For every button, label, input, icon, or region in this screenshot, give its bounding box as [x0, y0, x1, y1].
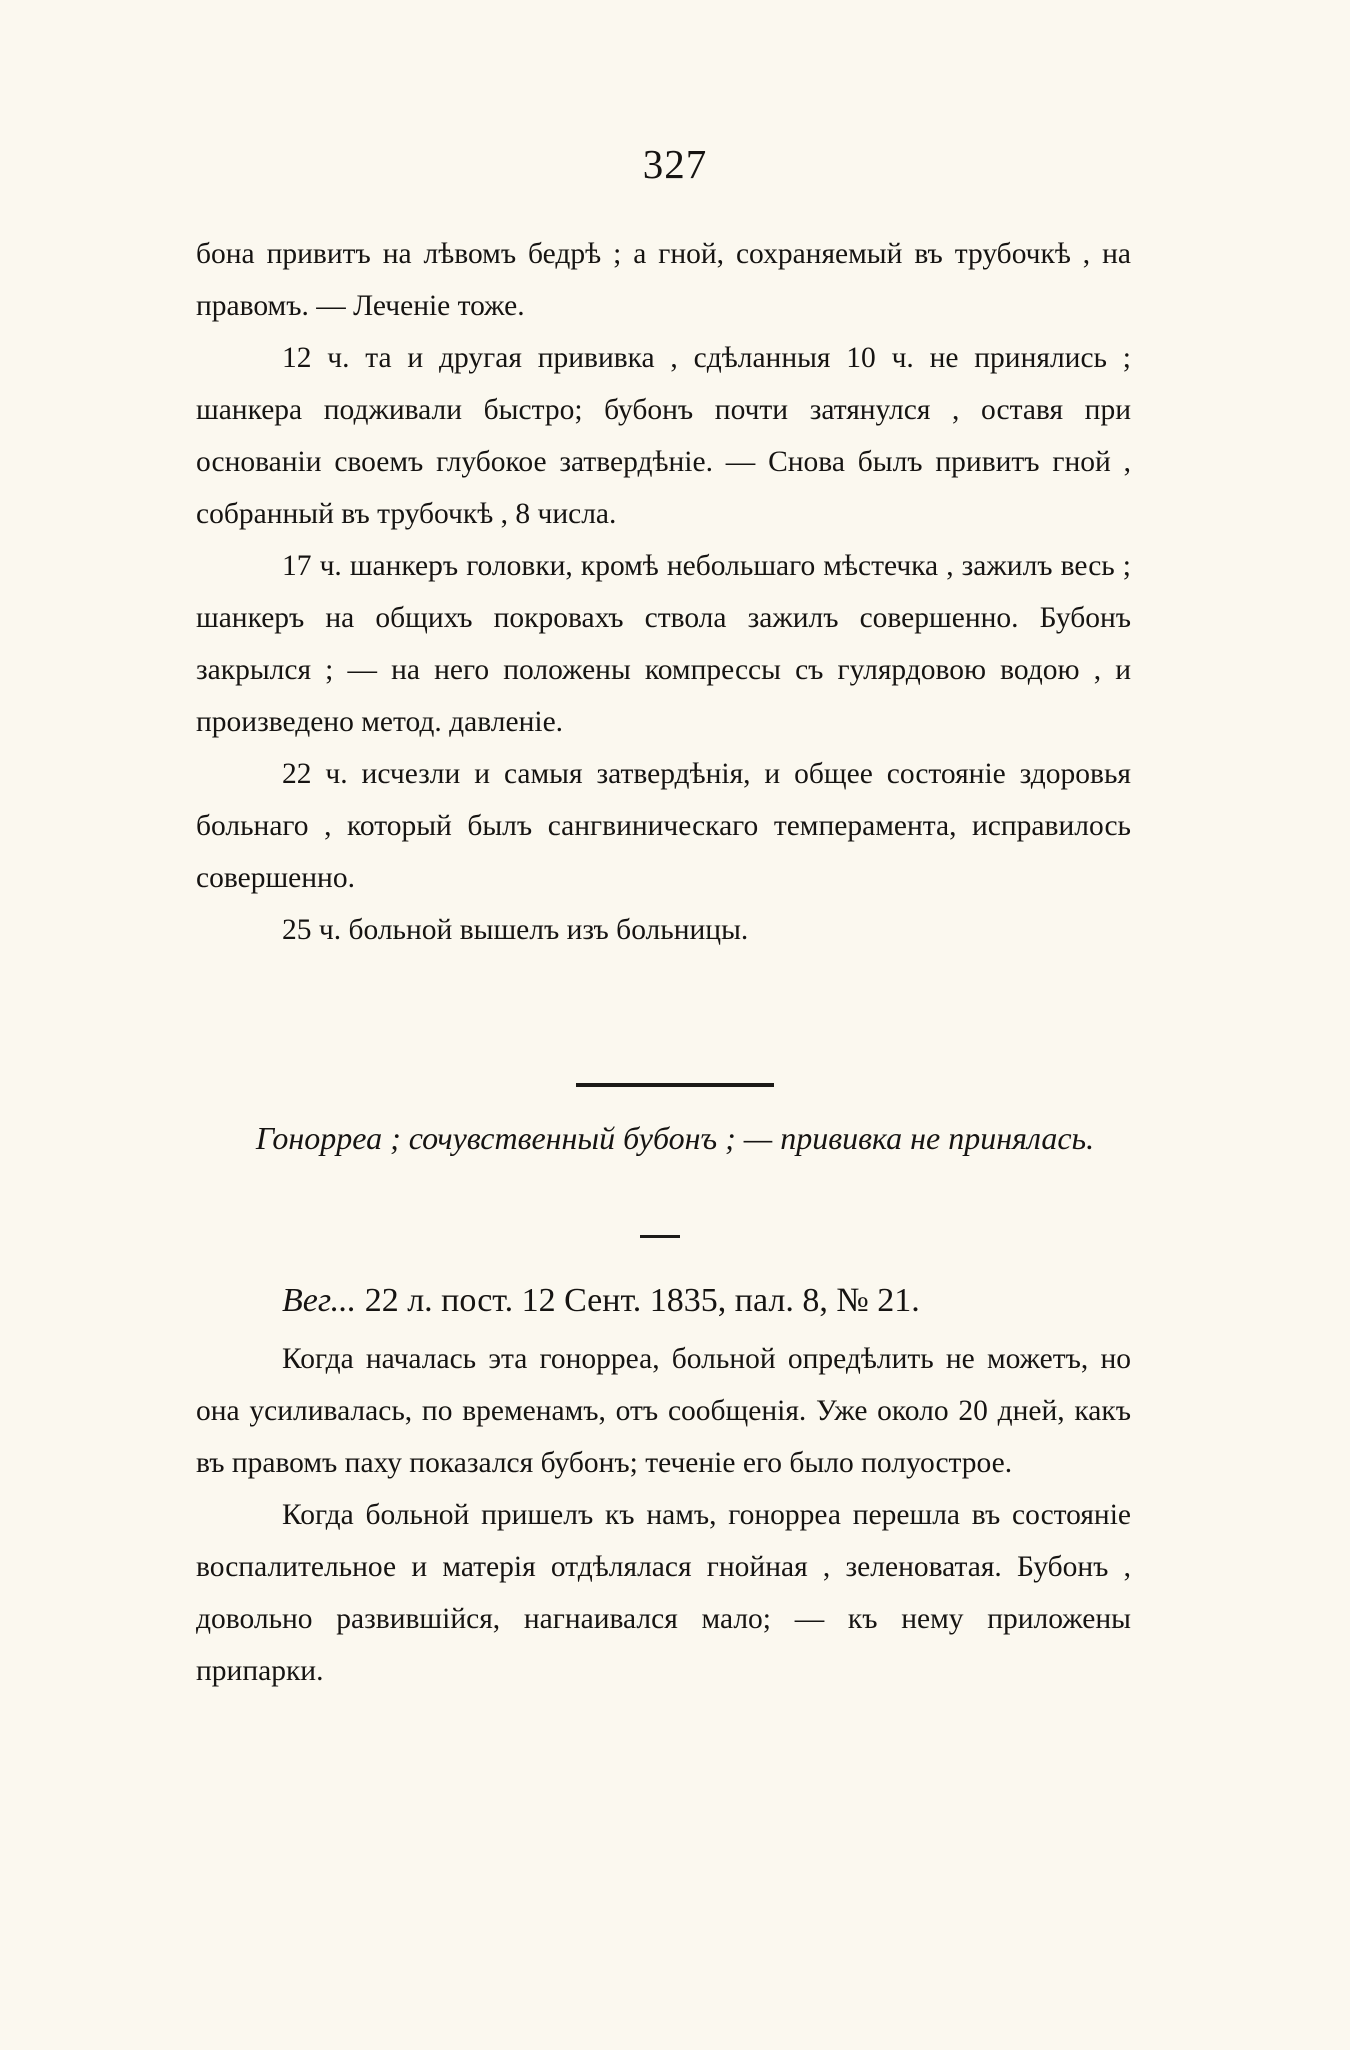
paragraph: 25 ч. больной вышелъ изъ больницы. — [282, 914, 749, 946]
top-text-block — [196, 228, 1131, 956]
case-header — [196, 1275, 1131, 1327]
paragraph: 17 ч. шанкеръ головки, кромѣ небольшаго мѣстечка , зажилъ весь ; шанкеръ на общихъ покровахъ ствола зажилъ совершенно. Бубонъ закрылся ; — на него положены компрессы съ гулярдовою водою , и произведено метод. давленіе. — [196, 550, 1131, 738]
paragraph: Когда началась эта гонорреа, больной опредѣлить не можетъ, но она усиливалась, по временамъ, отъ сообщенія. Уже около 20 дней, какъ въ правомъ паху показался бубонъ; теченіе его было полуострое. — [196, 1343, 1131, 1479]
patient-details: 22 л. пост. 12 Сент. 1835, пал. 8, № 21. — [364, 1282, 920, 1319]
page-number: 327 — [642, 141, 708, 187]
patient-name: Bег... — [282, 1282, 357, 1319]
paragraph: бона привитъ на лѣвомъ бедрѣ ; а гной, сохраняемый въ трубочкѣ , на правомъ. — Леченіе тоже. — [196, 238, 1131, 322]
case-title: Гонорреа ; сочувственный бубонъ ; — прививка не принялась. — [255, 1120, 1095, 1156]
paragraph: 22 ч. исчезли и самыя затвердѣнія, и общее состояніе здоровья больнаго , который былъ сангвиническаго темперамента, исправилось совершенно. — [196, 758, 1131, 894]
section-divider — [576, 1083, 774, 1087]
short-divider — [640, 1235, 680, 1238]
bottom-text-block — [196, 1333, 1131, 1697]
paragraph: Когда больной пришелъ къ намъ, гонорреа перешла въ состояніе воспалительное и матерія отдѣлялася гнойная , зеленоватая. Бубонъ , довольно развившійся, нагнаивался мало; — къ нему приложены припарки. — [196, 1499, 1131, 1687]
paragraph: 12 ч. та и другая прививка , сдѣланныя 10 ч. не принялись ; шанкера подживали быстро; бубонъ почти затянулся , оставя при основаніи своемъ глубокое затвердѣніе. — Снова былъ привитъ гной , собранный въ трубочкѣ , 8 числа. — [196, 342, 1131, 530]
